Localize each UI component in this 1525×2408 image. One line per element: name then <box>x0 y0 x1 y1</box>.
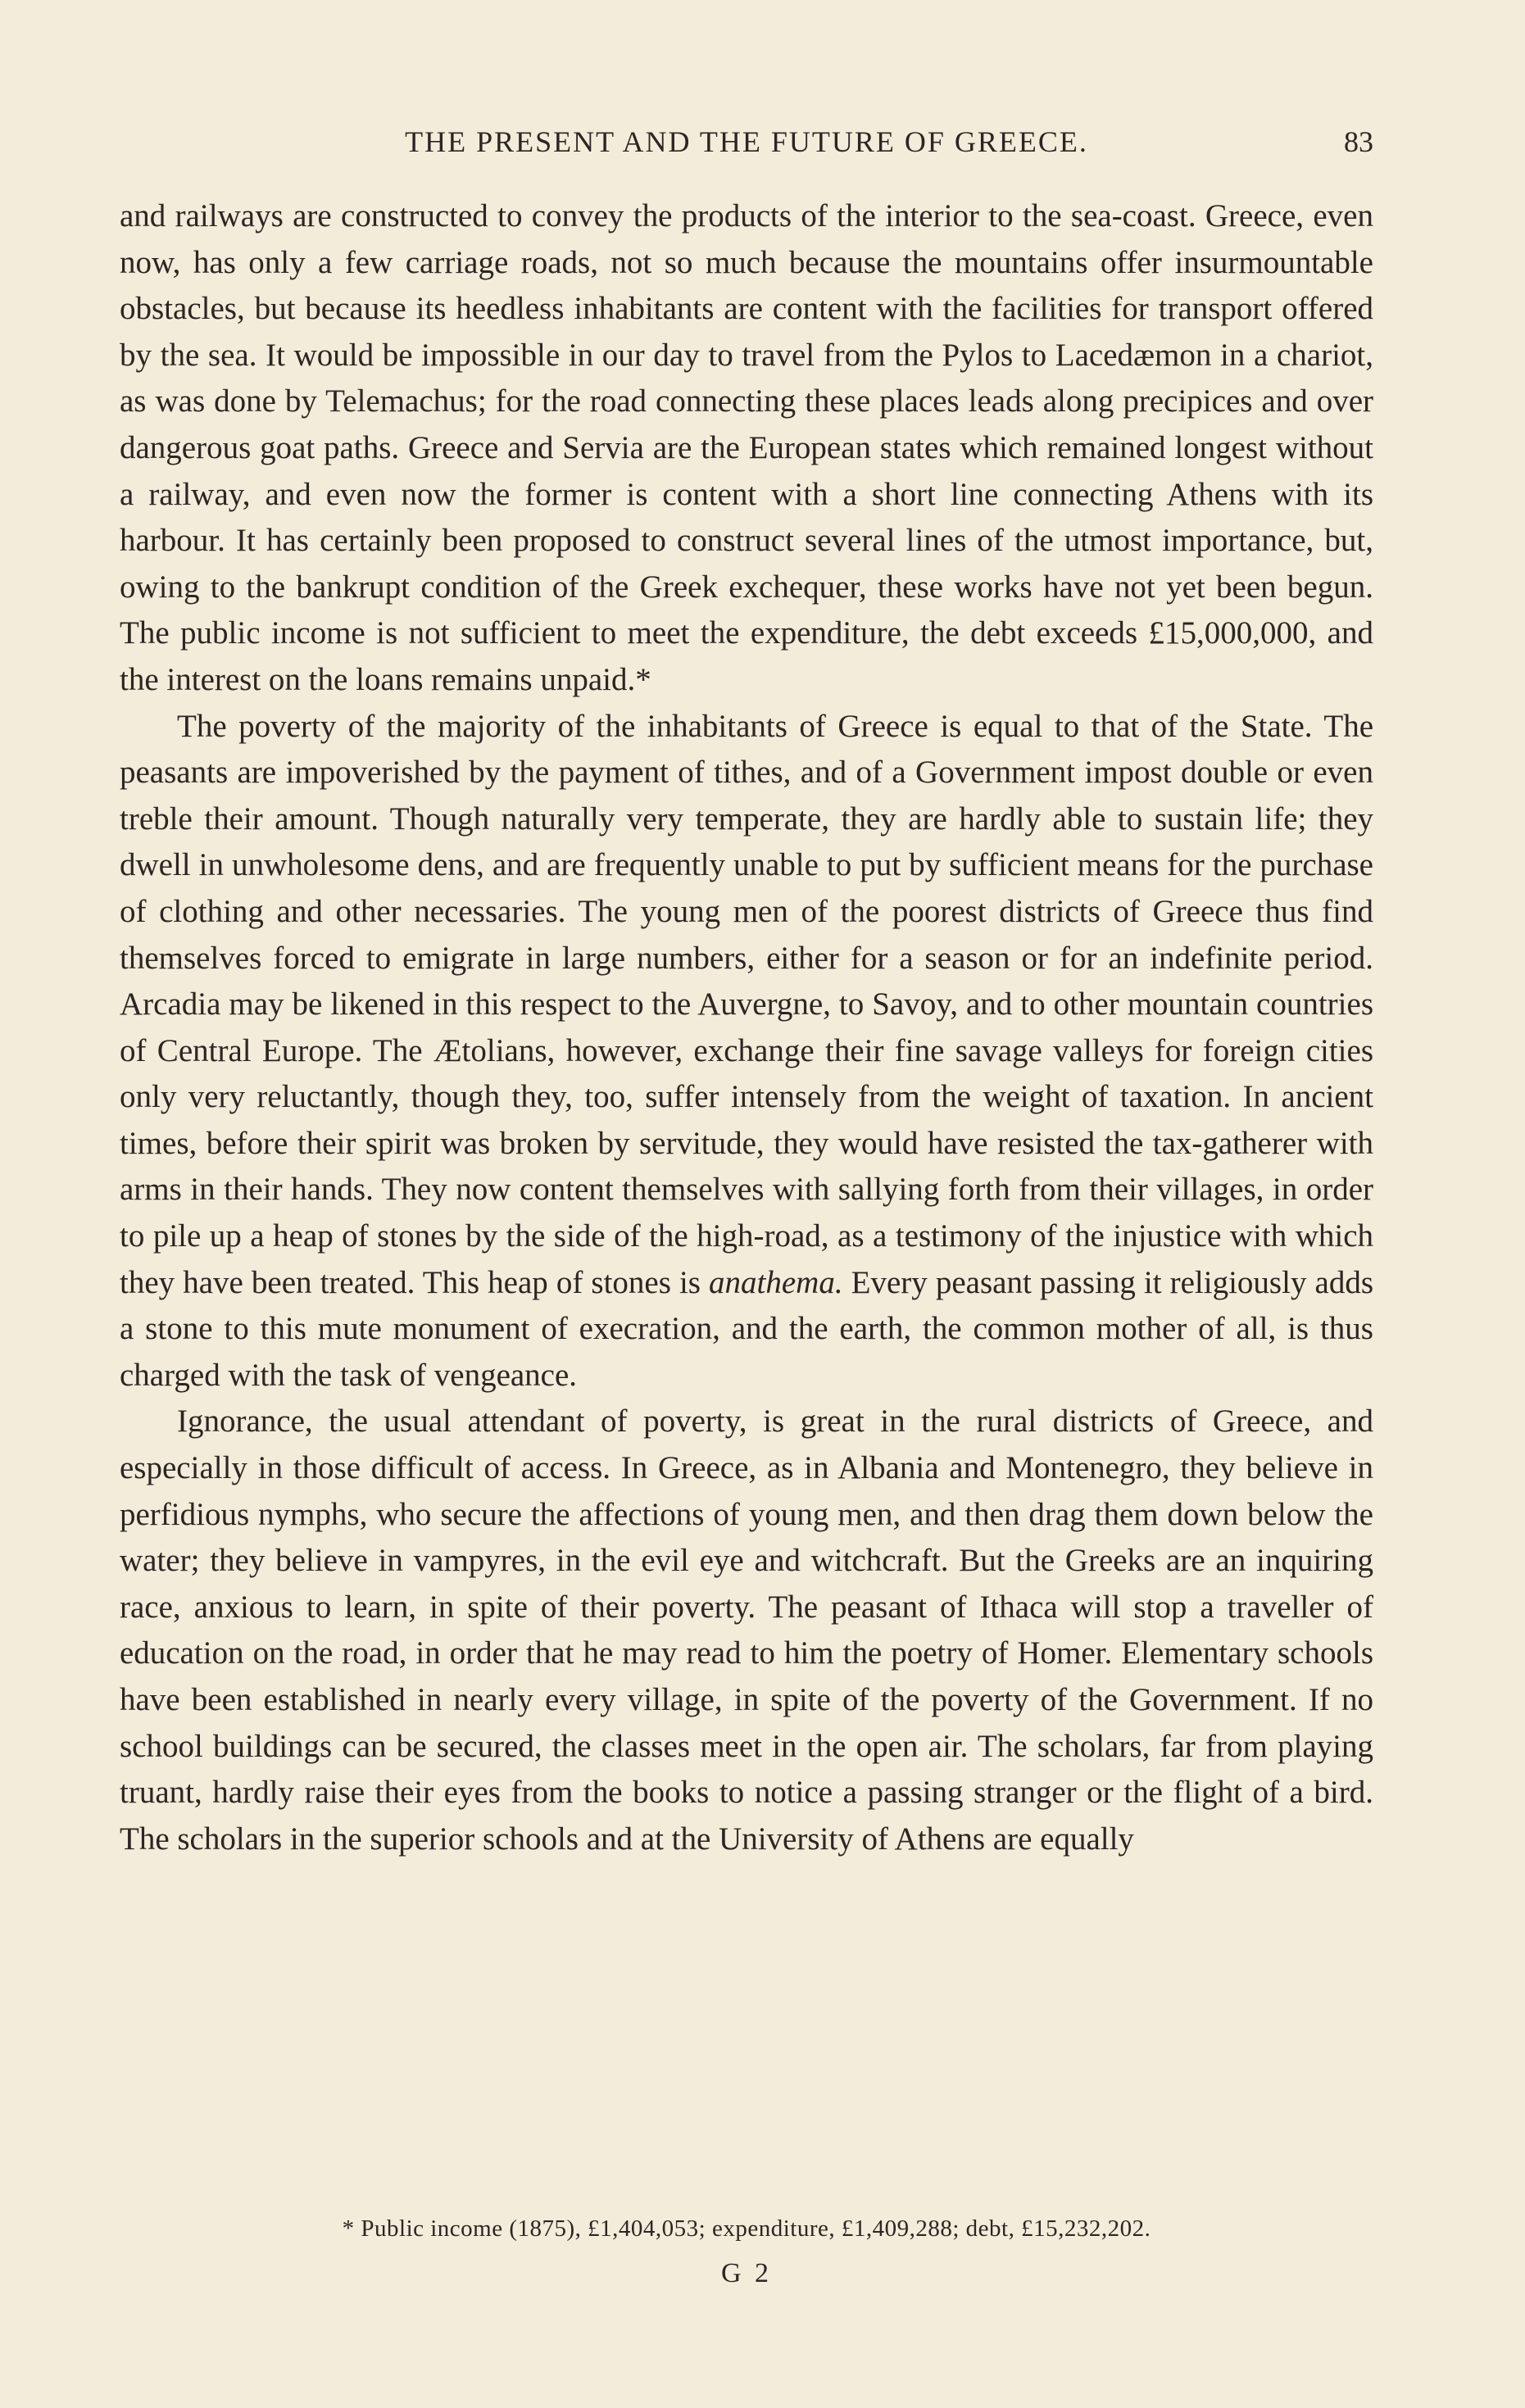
running-head-title: THE PRESENT AND THE FUTURE OF GREECE. <box>405 125 1088 158</box>
paragraph-2 <box>120 704 1373 1399</box>
paragraph-2-italic-term: anathema. <box>709 1264 843 1300</box>
running-head <box>120 125 1373 167</box>
paragraph-3: Ignorance, the usual attendant of poverty, is great in the rural districts of Greece, and especially in those difficult of access. In Greece, as in Albania and Montenegro, they believe in perfidious nymphs, who secure the affections of young men, and then drag them down below the water; they believe in vampyres, in the evil eye and witchcraft. But the Greeks are an inquiring race, anxious to learn, in spite of their poverty. The peasant of Ithaca will stop a traveller of education on the road, in order that he may read to him the poetry of Homer. Elementary schools have been established in nearly every village, in spite of the poverty of the Government. If no school buildings can be secured, the classes meet in the open air. The scholars, far from playing truant, hardly raise their eyes from the books to notice a passing stranger or the flight of a bird. The scholars in the superior schools and at the University of Athens are equally <box>120 1404 1373 1857</box>
page-number: 83 <box>1344 125 1373 158</box>
paragraph-1: and railways are constructed to convey the products of the interior to the sea-coast. Greece, even now, has only a few carriage roads, not so much because the mountains offer insurmountable obstacles, but because its heedless inhabitants are content with the facilities for transport offered by the sea. It would be impossible in our day to travel from the Pylos to Lacedæmon in a chariot, as was done by Telemachus; for the road connecting these places leads along precipices and over dangerous goat paths. Greece and Servia are the European states which remained longest without a railway, and even now the former is content with a short line connecting Athens with its harbour. It has certainly been proposed to construct several lines of the utmost importance, but, owing to the bankrupt condition of the Greek exchequer, these works have not yet been begun. The public income is not sufficient to meet the expenditure, the debt exceeds £15,000,000, and the interest on the loans remains unpaid.* <box>120 198 1373 697</box>
paragraph-2-text-after: Every peasant passing it religiously adds a stone to this mute monument of execration, and the earth, the common mother of all, is thus charged with the task of vengeance. <box>120 1264 1373 1393</box>
footnote: * Public income (1875), £1,404,053; expenditure, £1,409,288; debt, £15,232,202. <box>342 2215 1151 2242</box>
paragraph-2-text: The poverty of the majority of the inhabitants of Greece is equal to that of the State. The peasants are impoverished by the payment of tithes, and of a Government impost double or even treble their amount. Though naturally very temperate, they are hardly able to sustain life; they dwell in unwholesome dens, and are frequently unable to put by sufficient means for the purchase of clothing and other necessaries. The young men of the poorest districts of Greece thus find themselves forced to emigrate in large numbers, either for a season or for an indefinite period. Arcadia may be likened in this respect to the Auvergne, to Savoy, and to other mountain countries of Central Europe. The Ætolians, however, exchange their fine savage valleys for foreign cities only very reluctantly, though they, too, suffer intensely from the weight of taxation. In ancient times, before their spirit was broken by servitude, they would have resisted the tax-gatherer with arms in their hands. They now content themselves with sallying forth from their villages, in order to pile up a heap of stones by the side of the high-road, as a testimony of the injustice with which they have been treated. This heap of stones is <box>120 708 1373 1300</box>
body-text <box>120 193 1373 1862</box>
signature-mark: G 2 <box>720 2258 773 2288</box>
